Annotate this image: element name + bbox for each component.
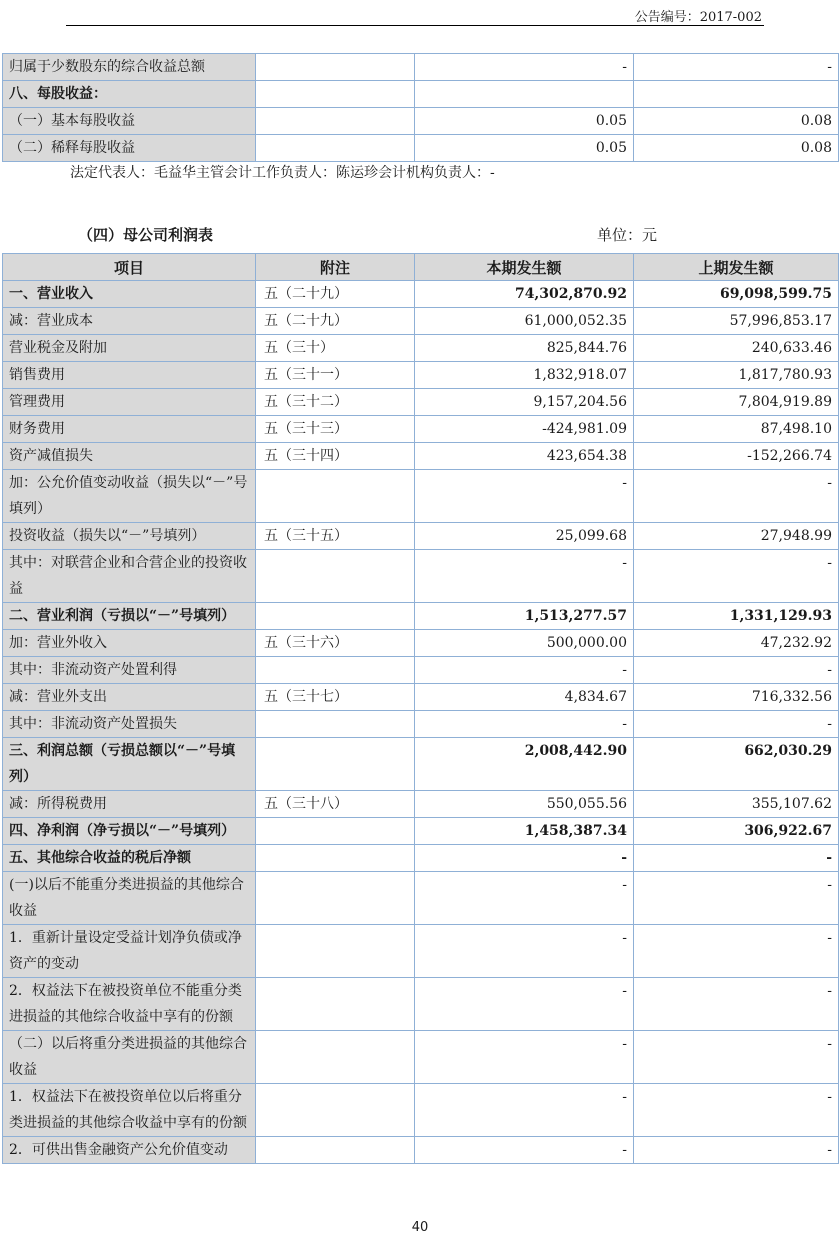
row-current-amount	[415, 81, 634, 108]
table-row	[3, 1137, 839, 1164]
table-row	[3, 54, 839, 81]
table-row	[3, 791, 839, 818]
row-note	[256, 81, 415, 108]
row-item-label: （二）稀释每股收益	[3, 135, 256, 162]
row-item-label: 1．重新计量设定受益计划净负债或净资产的变动	[3, 925, 256, 978]
row-prior-amount: 1,331,129.93	[634, 603, 839, 630]
table-row	[3, 711, 839, 738]
row-prior-amount: 69,098,599.75	[634, 281, 839, 308]
row-current-amount: -	[415, 54, 634, 81]
row-note	[256, 711, 415, 738]
row-current-amount: -	[415, 657, 634, 684]
row-note	[256, 978, 415, 1031]
row-note	[256, 738, 415, 791]
col-header-note: 附注	[256, 254, 415, 281]
row-current-amount: 1,458,387.34	[415, 818, 634, 845]
table-row	[3, 135, 839, 162]
row-current-amount: 61,000,052.35	[415, 308, 634, 335]
row-note	[256, 1031, 415, 1084]
row-prior-amount: -	[634, 1084, 839, 1137]
unit-label: 单位：元	[597, 226, 658, 244]
row-note	[256, 1137, 415, 1164]
table-row	[3, 281, 839, 308]
table-row	[3, 684, 839, 711]
table-row	[3, 1084, 839, 1137]
row-item-label: 五、其他综合收益的税后净额	[3, 845, 256, 872]
row-item-label: (一)以后不能重分类进损益的其他综合收益	[3, 872, 256, 925]
row-prior-amount: 27,948.99	[634, 523, 839, 550]
table-row	[3, 630, 839, 657]
table-row	[3, 108, 839, 135]
row-note: 五（三十六）	[256, 630, 415, 657]
row-item-label: 投资收益（损失以“－”号填列）	[3, 523, 256, 550]
row-item-label: 其中：对联营企业和合营企业的投资收益	[3, 550, 256, 603]
announcement-number: 公告编号：2017-002	[634, 10, 762, 25]
row-item-label: 管理费用	[3, 389, 256, 416]
row-item-label: 三、利润总额（亏损总额以“－”号填列）	[3, 738, 256, 791]
row-note: 五（三十二）	[256, 389, 415, 416]
row-prior-amount: -	[634, 470, 839, 523]
row-current-amount: 74,302,870.92	[415, 281, 634, 308]
row-current-amount: -	[415, 872, 634, 925]
table-row	[3, 872, 839, 925]
table-row	[3, 308, 839, 335]
table-row	[3, 443, 839, 470]
row-prior-amount: -	[634, 550, 839, 603]
row-prior-amount: -	[634, 872, 839, 925]
col-header-current: 本期发生额	[415, 254, 634, 281]
row-note	[256, 135, 415, 162]
row-current-amount: 1,832,918.07	[415, 362, 634, 389]
row-current-amount: 25,099.68	[415, 523, 634, 550]
row-item-label: 归属于少数股东的综合收益总额	[3, 54, 256, 81]
row-prior-amount: -	[634, 925, 839, 978]
row-prior-amount: -	[634, 1031, 839, 1084]
table-header-row	[3, 254, 839, 281]
row-item-label: 销售费用	[3, 362, 256, 389]
row-current-amount: 825,844.76	[415, 335, 634, 362]
table-row	[3, 81, 839, 108]
row-note: 五（三十四）	[256, 443, 415, 470]
parent-income-statement-table	[2, 253, 839, 1164]
row-note: 五（二十九）	[256, 281, 415, 308]
row-item-label: 四、净利润（净亏损以“－”号填列）	[3, 818, 256, 845]
row-prior-amount: 240,633.46	[634, 335, 839, 362]
row-prior-amount: 306,922.67	[634, 818, 839, 845]
row-prior-amount: -	[634, 1137, 839, 1164]
row-item-label: 减：营业成本	[3, 308, 256, 335]
row-note	[256, 872, 415, 925]
row-item-label: 财务费用	[3, 416, 256, 443]
row-prior-amount: 1,817,780.93	[634, 362, 839, 389]
row-current-amount: -	[415, 978, 634, 1031]
row-item-label: 2．可供出售金融资产公允价值变动	[3, 1137, 256, 1164]
row-current-amount: 1,513,277.57	[415, 603, 634, 630]
table-row	[3, 603, 839, 630]
row-note: 五（三十一）	[256, 362, 415, 389]
row-current-amount: 9,157,204.56	[415, 389, 634, 416]
row-prior-amount: 57,996,853.17	[634, 308, 839, 335]
table-row	[3, 657, 839, 684]
row-item-label: 减：营业外支出	[3, 684, 256, 711]
table-row	[3, 523, 839, 550]
row-current-amount: -	[415, 1084, 634, 1137]
row-prior-amount: -	[634, 711, 839, 738]
table-row	[3, 818, 839, 845]
row-current-amount: 423,654.38	[415, 443, 634, 470]
row-current-amount: 4,834.67	[415, 684, 634, 711]
row-note: 五（三十七）	[256, 684, 415, 711]
row-item-label: 加：公允价值变动收益（损失以“－”号填列）	[3, 470, 256, 523]
row-item-label: 减：所得税费用	[3, 791, 256, 818]
row-prior-amount: 87,498.10	[634, 416, 839, 443]
row-note	[256, 108, 415, 135]
row-item-label: （一）基本每股收益	[3, 108, 256, 135]
row-prior-amount: 716,332.56	[634, 684, 839, 711]
row-note: 五（三十三）	[256, 416, 415, 443]
row-note	[256, 845, 415, 872]
row-note: 五（三十）	[256, 335, 415, 362]
row-prior-amount: 7,804,919.89	[634, 389, 839, 416]
row-prior-amount: -	[634, 978, 839, 1031]
row-item-label: （二）以后将重分类进损益的其他综合收益	[3, 1031, 256, 1084]
row-note	[256, 818, 415, 845]
row-item-label: 资产减值损失	[3, 443, 256, 470]
col-header-item: 项目	[3, 254, 256, 281]
col-header-prior: 上期发生额	[634, 254, 839, 281]
row-current-amount: -	[415, 470, 634, 523]
table-row	[3, 738, 839, 791]
continued-income-table	[2, 53, 839, 162]
row-note	[256, 550, 415, 603]
row-item-label: 其中：非流动资产处置损失	[3, 711, 256, 738]
row-current-amount: -	[415, 711, 634, 738]
page-number: 40	[411, 1220, 429, 1235]
row-note	[256, 925, 415, 978]
row-current-amount: 500,000.00	[415, 630, 634, 657]
row-current-amount: 0.05	[415, 108, 634, 135]
table-row	[3, 416, 839, 443]
row-prior-amount	[634, 81, 839, 108]
row-current-amount: -424,981.09	[415, 416, 634, 443]
row-note: 五（三十八）	[256, 791, 415, 818]
row-prior-amount: -152,266.74	[634, 443, 839, 470]
table-row	[3, 550, 839, 603]
legal-representatives-line: 法定代表人：毛益华主管会计工作负责人：陈运珍会计机构负责人：-	[70, 165, 495, 181]
row-prior-amount: 0.08	[634, 108, 839, 135]
row-current-amount: -	[415, 845, 634, 872]
row-current-amount: -	[415, 1137, 634, 1164]
header-rule	[66, 25, 764, 26]
table-row	[3, 362, 839, 389]
row-item-label: 营业税金及附加	[3, 335, 256, 362]
table-row	[3, 925, 839, 978]
row-note: 五（二十九）	[256, 308, 415, 335]
table-row	[3, 335, 839, 362]
row-item-label: 1．权益法下在被投资单位以后将重分类进损益的其他综合收益中享有的份额	[3, 1084, 256, 1137]
row-note	[256, 54, 415, 81]
table-row	[3, 978, 839, 1031]
table-row	[3, 470, 839, 523]
row-prior-amount: 355,107.62	[634, 791, 839, 818]
row-prior-amount: -	[634, 657, 839, 684]
row-prior-amount: -	[634, 845, 839, 872]
row-current-amount: -	[415, 925, 634, 978]
row-note	[256, 603, 415, 630]
row-current-amount: 0.05	[415, 135, 634, 162]
row-prior-amount: -	[634, 54, 839, 81]
row-prior-amount: 0.08	[634, 135, 839, 162]
row-note: 五（三十五）	[256, 523, 415, 550]
row-item-label: 八、每股收益：	[3, 81, 256, 108]
row-item-label: 一、营业收入	[3, 281, 256, 308]
row-item-label: 其中：非流动资产处置利得	[3, 657, 256, 684]
row-item-label: 加：营业外收入	[3, 630, 256, 657]
section-title: （四）母公司利润表	[78, 226, 214, 244]
row-note	[256, 1084, 415, 1137]
row-item-label: 二、营业利润（亏损以“－”号填列）	[3, 603, 256, 630]
row-prior-amount: 662,030.29	[634, 738, 839, 791]
table-row	[3, 389, 839, 416]
row-item-label: 2．权益法下在被投资单位不能重分类进损益的其他综合收益中享有的份额	[3, 978, 256, 1031]
row-current-amount: -	[415, 1031, 634, 1084]
row-note	[256, 470, 415, 523]
table-row	[3, 845, 839, 872]
row-current-amount: 2,008,442.90	[415, 738, 634, 791]
row-prior-amount: 47,232.92	[634, 630, 839, 657]
row-note	[256, 657, 415, 684]
row-current-amount: -	[415, 550, 634, 603]
row-current-amount: 550,055.56	[415, 791, 634, 818]
table-row	[3, 1031, 839, 1084]
